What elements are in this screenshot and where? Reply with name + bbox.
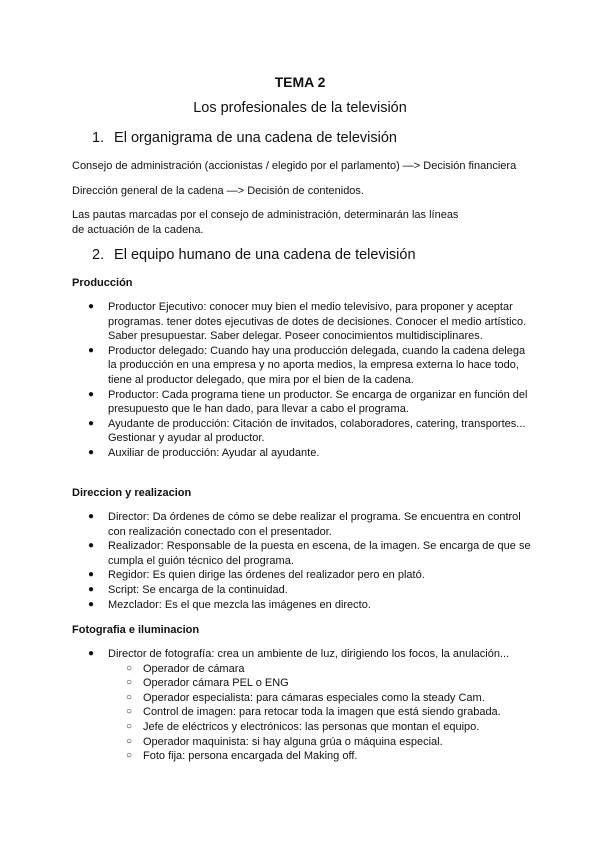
bullet-icon: ●: [88, 301, 95, 312]
subsection-produccion-heading: Producción: [72, 277, 133, 289]
sublist-item-text: Operador especialista: para cámaras especiales como la steady Cam.: [143, 691, 485, 704]
circle-bullet-icon: ○: [126, 735, 133, 747]
sublist-item: [108, 705, 532, 720]
doc-title: TEMA 2: [274, 74, 326, 90]
bullet-icon: ●: [88, 583, 95, 595]
list-item: [72, 583, 532, 598]
list-item: [72, 388, 528, 417]
fotografia-list: [72, 647, 532, 764]
list-item-text: Director: Da órdenes de cómo se debe realizar el programa. Se encuentra en control con realización conectado con el presentador.: [108, 511, 521, 538]
circle-bullet-icon: ○: [126, 662, 133, 674]
list-item: [72, 417, 528, 446]
bullet-icon: ●: [88, 388, 95, 400]
sublist-item-text: Jefe de eléctricos y electrónicos: las personas que montan el equipo.: [143, 720, 480, 733]
bullet-icon: ●: [88, 598, 95, 610]
circle-bullet-icon: ○: [126, 750, 133, 762]
circle-bullet-icon: ○: [126, 691, 133, 703]
paragraph-pautas: Las pautas marcadas por el consejo de administración, determinarán las líneas de actuación de la cadena.: [72, 209, 459, 236]
bullet-icon: ●: [88, 540, 95, 552]
list-item-text: Productor delegado: Cuando hay una producción delegada, cuando la cadena delega la producción en una empresa y no aporta medios, la empresa externa lo hace todo, tiene al productor delegado, que mira por el bien de la cadena.: [108, 344, 526, 386]
list-item: [72, 510, 532, 539]
subsection-direccion-heading: Direccion y realizacion: [72, 487, 192, 499]
produccion-list: [72, 300, 528, 461]
sublist-item-text: Operador de cámara: [143, 662, 245, 675]
section2-heading: [92, 247, 416, 263]
section1-number: 1.: [92, 130, 105, 146]
list-item: [72, 300, 528, 344]
bullet-icon: ●: [88, 446, 95, 458]
subsection-fotografia-heading: Fotografia e iluminacion: [72, 624, 200, 636]
list-item-text: Auxiliar de producción: Ayudar al ayudante.: [108, 446, 320, 459]
sublist-item: [108, 735, 532, 750]
list-item: [72, 568, 532, 583]
sublist-item: [108, 676, 532, 691]
list-item: [72, 539, 532, 568]
list-item: [72, 344, 528, 388]
paragraph-consejo: Consejo de administración (accionistas / elegido por el parlamento) —> Decisión financiera: [72, 160, 517, 172]
section2-title: El equipo humano de una cadena de televisión: [114, 247, 416, 263]
sublist-item: [108, 720, 532, 735]
list-item: [72, 446, 528, 461]
section2-number: 2.: [92, 247, 105, 263]
sublist-item-text: Control de imagen: para retocar toda la imagen que está siendo grabada.: [143, 706, 501, 719]
circle-bullet-icon: ○: [126, 677, 133, 689]
section1-heading: [92, 130, 397, 146]
bullet-icon: ●: [88, 569, 95, 581]
list-item: [72, 598, 532, 613]
list-item-text: Productor Ejecutivo: conocer muy bien el medio televisivo, para proponer y aceptar programas. tener dotes ejecutivas de dotes de decisiones. Conocer el medio artístico. Saber presupuestar. Saber delegar. Poseer conocimientos multidisciplinares.: [108, 301, 527, 343]
bullet-icon: ●: [88, 648, 95, 659]
list-item-text: Regidor: Es quien dirige las órdenes del realizador pero en plató.: [108, 569, 425, 582]
bullet-icon: ●: [88, 344, 95, 356]
circle-bullet-icon: ○: [126, 720, 133, 732]
sublist-item: [108, 662, 532, 677]
list-item-text: Script: Se encarga de la continuidad.: [108, 583, 288, 596]
sublist-item: [108, 691, 532, 706]
list-item: [72, 647, 532, 764]
paragraph-direccion-general: Dirección general de la cadena —> Decisión de contenidos.: [72, 185, 364, 197]
doc-subtitle: Los profesionales de la televisión: [193, 100, 407, 116]
sublist-item-text: Foto fija: persona encargada del Making off.: [143, 750, 358, 763]
sublist-item-text: Operador cámara PEL o ENG: [143, 677, 289, 690]
section1-title: El organigrama de una cadena de televisión: [114, 130, 397, 146]
list-item-text: Realizador: Responsable de la puesta en escena, de la imagen. Se encarga de que se cumpla el guión técnico del programa.: [108, 540, 531, 567]
sublist-item-text: Operador maquinista: si hay alguna grúa o máquina especial.: [143, 735, 443, 748]
list-item-text: Productor: Cada programa tiene un productor. Se encarga de organizar en función del presupuesto que le han dado, para llevar a cabo el programa.: [108, 388, 528, 416]
list-item-text: Ayudante de producción: Citación de invitados, colaboradores, catering, transportes... Gestionar y ayudar al productor.: [108, 417, 526, 445]
circle-bullet-icon: ○: [126, 706, 133, 718]
direccion-list: [72, 510, 532, 612]
list-item-text: Mezclador: Es el que mezcla las imágenes en directo.: [108, 598, 371, 611]
fotografia-sublist: [108, 662, 532, 764]
sublist-item: [108, 749, 532, 764]
bullet-icon: ●: [88, 511, 95, 522]
list-item-text: Director de fotografía: crea un ambiente de luz, dirigiendo los focos, la anulación...: [108, 648, 510, 660]
bullet-icon: ●: [88, 417, 95, 429]
